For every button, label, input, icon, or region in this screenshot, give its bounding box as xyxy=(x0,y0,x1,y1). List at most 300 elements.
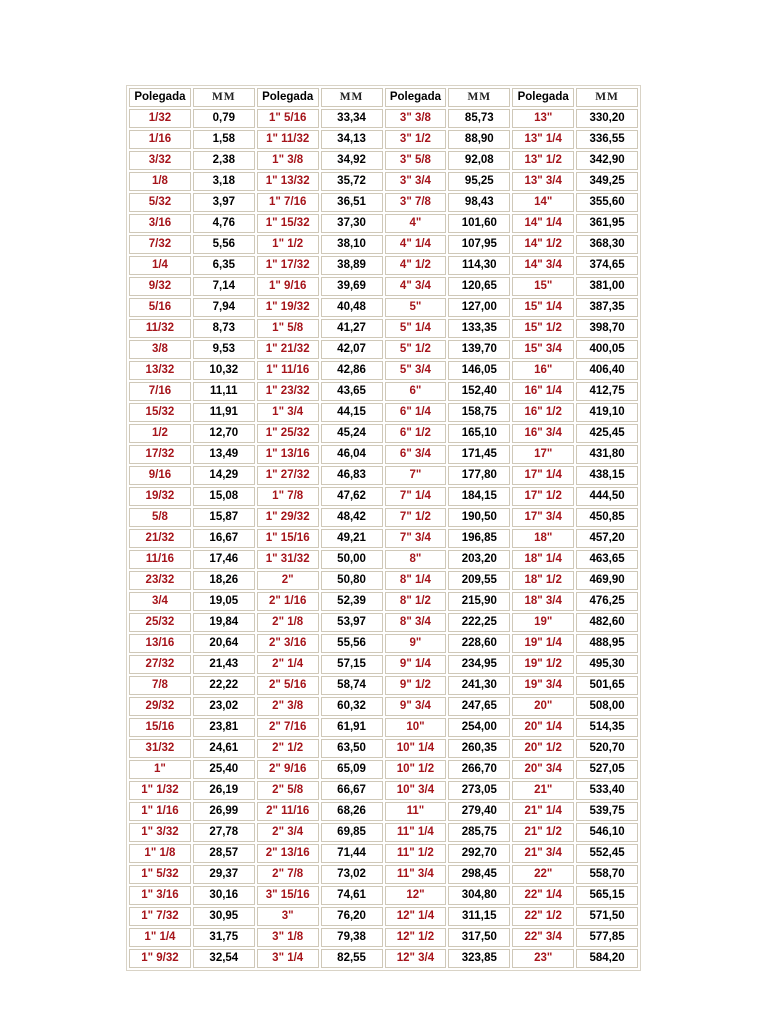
inch-cell: 3" 1/2 xyxy=(385,130,447,149)
inch-cell: 11" 1/4 xyxy=(385,823,447,842)
mm-cell: 30,16 xyxy=(193,886,255,905)
mm-cell: 349,25 xyxy=(576,172,638,191)
inch-cell: 6" xyxy=(385,382,447,401)
inch-cell: 5" 1/4 xyxy=(385,319,447,338)
inch-cell: 7/8 xyxy=(129,676,191,695)
inch-cell: 21" xyxy=(512,781,574,800)
mm-cell: 158,75 xyxy=(448,403,510,422)
mm-cell: 165,10 xyxy=(448,424,510,443)
inch-cell: 3/4 xyxy=(129,592,191,611)
inch-cell: 1" 11/32 xyxy=(257,130,319,149)
inch-cell: 17" 1/2 xyxy=(512,487,574,506)
mm-cell: 520,70 xyxy=(576,739,638,758)
mm-cell: 247,65 xyxy=(448,697,510,716)
inch-cell: 1" 11/16 xyxy=(257,361,319,380)
mm-cell: 495,30 xyxy=(576,655,638,674)
mm-cell: 501,65 xyxy=(576,676,638,695)
mm-cell: 11,91 xyxy=(193,403,255,422)
mm-cell: 65,09 xyxy=(321,760,383,779)
inch-cell: 7" 1/4 xyxy=(385,487,447,506)
inch-cell: 18" 3/4 xyxy=(512,592,574,611)
mm-cell: 57,15 xyxy=(321,655,383,674)
mm-cell: 273,05 xyxy=(448,781,510,800)
inch-cell: 1/8 xyxy=(129,172,191,191)
inch-cell: 1" 25/32 xyxy=(257,424,319,443)
inch-cell: 14" 3/4 xyxy=(512,256,574,275)
inch-cell: 17/32 xyxy=(129,445,191,464)
mm-cell: 52,39 xyxy=(321,592,383,611)
mm-cell: 32,54 xyxy=(193,949,255,968)
mm-cell: 431,80 xyxy=(576,445,638,464)
mm-cell: 39,69 xyxy=(321,277,383,296)
inch-cell: 16" 3/4 xyxy=(512,424,574,443)
table-row xyxy=(129,928,638,947)
inch-cell: 11" 1/2 xyxy=(385,844,447,863)
inch-cell: 6" 1/2 xyxy=(385,424,447,443)
inch-cell: 5" 1/2 xyxy=(385,340,447,359)
table-row xyxy=(129,676,638,695)
inch-cell: 19" 1/2 xyxy=(512,655,574,674)
table-header-row xyxy=(129,88,638,107)
header-mm: MM xyxy=(193,88,255,107)
inch-cell: 1" 29/32 xyxy=(257,508,319,527)
mm-cell: 45,24 xyxy=(321,424,383,443)
mm-cell: 46,04 xyxy=(321,445,383,464)
table-row xyxy=(129,214,638,233)
table-row xyxy=(129,907,638,926)
mm-cell: 68,26 xyxy=(321,802,383,821)
inch-cell: 9" xyxy=(385,634,447,653)
mm-cell: 30,95 xyxy=(193,907,255,926)
mm-cell: 6,35 xyxy=(193,256,255,275)
table-row xyxy=(129,529,638,548)
mm-cell: 398,70 xyxy=(576,319,638,338)
inch-cell: 18" 1/2 xyxy=(512,571,574,590)
inch-cell: 1" xyxy=(129,760,191,779)
mm-cell: 19,84 xyxy=(193,613,255,632)
inch-cell: 19" 3/4 xyxy=(512,676,574,695)
mm-cell: 330,20 xyxy=(576,109,638,128)
inch-cell: 1" 3/16 xyxy=(129,886,191,905)
inch-cell: 13" 1/4 xyxy=(512,130,574,149)
table-row xyxy=(129,823,638,842)
mm-cell: 38,89 xyxy=(321,256,383,275)
mm-cell: 71,44 xyxy=(321,844,383,863)
mm-cell: 577,85 xyxy=(576,928,638,947)
mm-cell: 444,50 xyxy=(576,487,638,506)
mm-cell: 361,95 xyxy=(576,214,638,233)
inch-cell: 17" 1/4 xyxy=(512,466,574,485)
inch-cell: 21" 1/4 xyxy=(512,802,574,821)
inch-cell: 1" 3/8 xyxy=(257,151,319,170)
inch-cell: 8" 1/2 xyxy=(385,592,447,611)
mm-cell: 228,60 xyxy=(448,634,510,653)
inch-cell: 2" 5/8 xyxy=(257,781,319,800)
inch-cell: 2" 1/16 xyxy=(257,592,319,611)
mm-cell: 120,65 xyxy=(448,277,510,296)
mm-cell: 33,34 xyxy=(321,109,383,128)
mm-cell: 488,95 xyxy=(576,634,638,653)
mm-cell: 400,05 xyxy=(576,340,638,359)
mm-cell: 43,65 xyxy=(321,382,383,401)
inch-cell: 15" 1/4 xyxy=(512,298,574,317)
inch-cell: 14" xyxy=(512,193,574,212)
table-row xyxy=(129,697,638,716)
mm-cell: 7,14 xyxy=(193,277,255,296)
inch-cell: 6" 3/4 xyxy=(385,445,447,464)
mm-cell: 127,00 xyxy=(448,298,510,317)
inch-cell: 1" 5/16 xyxy=(257,109,319,128)
inch-cell: 15/32 xyxy=(129,403,191,422)
inch-cell: 1" 17/32 xyxy=(257,256,319,275)
mm-cell: 133,35 xyxy=(448,319,510,338)
mm-cell: 15,87 xyxy=(193,508,255,527)
mm-cell: 46,83 xyxy=(321,466,383,485)
mm-cell: 234,95 xyxy=(448,655,510,674)
mm-cell: 546,10 xyxy=(576,823,638,842)
inch-cell: 3" 3/4 xyxy=(385,172,447,191)
inch-cell: 19/32 xyxy=(129,487,191,506)
inch-cell: 10" 1/2 xyxy=(385,760,447,779)
mm-cell: 11,11 xyxy=(193,382,255,401)
inch-cell: 1" 1/4 xyxy=(129,928,191,947)
mm-cell: 209,55 xyxy=(448,571,510,590)
inch-cell: 9" 1/4 xyxy=(385,655,447,674)
mm-cell: 48,42 xyxy=(321,508,383,527)
mm-cell: 1,58 xyxy=(193,130,255,149)
inch-cell: 17" 3/4 xyxy=(512,508,574,527)
inch-cell: 15" 1/2 xyxy=(512,319,574,338)
mm-cell: 92,08 xyxy=(448,151,510,170)
inch-cell: 3/16 xyxy=(129,214,191,233)
inch-cell: 7" 1/2 xyxy=(385,508,447,527)
inch-cell: 3" xyxy=(257,907,319,926)
mm-cell: 152,40 xyxy=(448,382,510,401)
mm-cell: 40,48 xyxy=(321,298,383,317)
inch-cell: 7/16 xyxy=(129,382,191,401)
inch-cell: 10" 3/4 xyxy=(385,781,447,800)
inch-cell: 5/16 xyxy=(129,298,191,317)
mm-cell: 61,91 xyxy=(321,718,383,737)
inch-cell: 1" 15/16 xyxy=(257,529,319,548)
inch-cell: 1" 13/16 xyxy=(257,445,319,464)
inch-cell: 3" 1/4 xyxy=(257,949,319,968)
mm-cell: 304,80 xyxy=(448,886,510,905)
mm-cell: 98,43 xyxy=(448,193,510,212)
mm-cell: 53,97 xyxy=(321,613,383,632)
inch-cell: 2" 3/8 xyxy=(257,697,319,716)
mm-cell: 457,20 xyxy=(576,529,638,548)
table-row xyxy=(129,865,638,884)
inch-cell: 9" 1/2 xyxy=(385,676,447,695)
inch-cell: 10" xyxy=(385,718,447,737)
inch-cell: 7" 3/4 xyxy=(385,529,447,548)
inch-cell: 6" 1/4 xyxy=(385,403,447,422)
mm-cell: 381,00 xyxy=(576,277,638,296)
mm-cell: 533,40 xyxy=(576,781,638,800)
inch-cell: 11/16 xyxy=(129,550,191,569)
mm-cell: 79,38 xyxy=(321,928,383,947)
mm-cell: 584,20 xyxy=(576,949,638,968)
inch-cell: 12" 1/2 xyxy=(385,928,447,947)
mm-cell: 28,57 xyxy=(193,844,255,863)
table-row xyxy=(129,319,638,338)
mm-cell: 15,08 xyxy=(193,487,255,506)
mm-cell: 29,37 xyxy=(193,865,255,884)
inch-cell: 3" 1/8 xyxy=(257,928,319,947)
inch-cell: 2" xyxy=(257,571,319,590)
mm-cell: 20,64 xyxy=(193,634,255,653)
inch-cell: 4" 1/2 xyxy=(385,256,447,275)
inch-cell: 1/16 xyxy=(129,130,191,149)
table-row xyxy=(129,298,638,317)
mm-cell: 222,25 xyxy=(448,613,510,632)
mm-cell: 184,15 xyxy=(448,487,510,506)
table-row xyxy=(129,151,638,170)
mm-cell: 8,73 xyxy=(193,319,255,338)
inch-cell: 1" 3/32 xyxy=(129,823,191,842)
header-polegada: Polegada xyxy=(257,88,319,107)
mm-cell: 12,70 xyxy=(193,424,255,443)
inch-cell: 1" 19/32 xyxy=(257,298,319,317)
inch-cell: 11" 3/4 xyxy=(385,865,447,884)
mm-cell: 14,29 xyxy=(193,466,255,485)
mm-cell: 17,46 xyxy=(193,550,255,569)
inch-cell: 18" xyxy=(512,529,574,548)
mm-cell: 266,70 xyxy=(448,760,510,779)
inch-cell: 22" 1/2 xyxy=(512,907,574,926)
inch-cell: 22" xyxy=(512,865,574,884)
mm-cell: 508,00 xyxy=(576,697,638,716)
inch-cell: 2" 3/4 xyxy=(257,823,319,842)
mm-cell: 22,22 xyxy=(193,676,255,695)
table-row xyxy=(129,424,638,443)
mm-cell: 44,15 xyxy=(321,403,383,422)
inch-cell: 16" 1/2 xyxy=(512,403,574,422)
mm-cell: 336,55 xyxy=(576,130,638,149)
mm-cell: 476,25 xyxy=(576,592,638,611)
mm-cell: 50,80 xyxy=(321,571,383,590)
mm-cell: 298,45 xyxy=(448,865,510,884)
table-row xyxy=(129,277,638,296)
inch-cell: 9/16 xyxy=(129,466,191,485)
inch-cell: 1" 1/8 xyxy=(129,844,191,863)
inch-cell: 14" 1/4 xyxy=(512,214,574,233)
table-row xyxy=(129,592,638,611)
inch-to-mm-table xyxy=(126,85,641,971)
mm-cell: 50,00 xyxy=(321,550,383,569)
mm-cell: 41,27 xyxy=(321,319,383,338)
mm-cell: 9,53 xyxy=(193,340,255,359)
mm-cell: 539,75 xyxy=(576,802,638,821)
table-row xyxy=(129,382,638,401)
mm-cell: 146,05 xyxy=(448,361,510,380)
inch-cell: 14" 1/2 xyxy=(512,235,574,254)
mm-cell: 23,02 xyxy=(193,697,255,716)
table-body xyxy=(129,109,638,968)
inch-cell: 4" 1/4 xyxy=(385,235,447,254)
table-row xyxy=(129,109,638,128)
mm-cell: 342,90 xyxy=(576,151,638,170)
mm-cell: 438,15 xyxy=(576,466,638,485)
table-row xyxy=(129,781,638,800)
table-row xyxy=(129,634,638,653)
inch-cell: 31/32 xyxy=(129,739,191,758)
inch-cell: 2" 5/16 xyxy=(257,676,319,695)
mm-cell: 196,85 xyxy=(448,529,510,548)
inch-cell: 1" 1/2 xyxy=(257,235,319,254)
mm-cell: 571,50 xyxy=(576,907,638,926)
inch-cell: 5/8 xyxy=(129,508,191,527)
inch-cell: 1/32 xyxy=(129,109,191,128)
mm-cell: 177,80 xyxy=(448,466,510,485)
header-mm: MM xyxy=(576,88,638,107)
mm-cell: 76,20 xyxy=(321,907,383,926)
mm-cell: 514,35 xyxy=(576,718,638,737)
mm-cell: 36,51 xyxy=(321,193,383,212)
inch-cell: 8" xyxy=(385,550,447,569)
mm-cell: 26,19 xyxy=(193,781,255,800)
inch-cell: 1/2 xyxy=(129,424,191,443)
inch-cell: 2" 7/16 xyxy=(257,718,319,737)
mm-cell: 241,30 xyxy=(448,676,510,695)
mm-cell: 425,45 xyxy=(576,424,638,443)
table-row xyxy=(129,340,638,359)
inch-cell: 23" xyxy=(512,949,574,968)
mm-cell: 3,18 xyxy=(193,172,255,191)
inch-cell: 17" xyxy=(512,445,574,464)
header-polegada: Polegada xyxy=(129,88,191,107)
mm-cell: 23,81 xyxy=(193,718,255,737)
table-row xyxy=(129,172,638,191)
mm-cell: 552,45 xyxy=(576,844,638,863)
mm-cell: 82,55 xyxy=(321,949,383,968)
inch-cell: 13/32 xyxy=(129,361,191,380)
inch-cell: 4" 3/4 xyxy=(385,277,447,296)
inch-cell: 2" 1/4 xyxy=(257,655,319,674)
table-row xyxy=(129,508,638,527)
inch-cell: 25/32 xyxy=(129,613,191,632)
inch-cell: 12" 1/4 xyxy=(385,907,447,926)
table-row xyxy=(129,403,638,422)
mm-cell: 279,40 xyxy=(448,802,510,821)
mm-cell: 24,61 xyxy=(193,739,255,758)
inch-cell: 27/32 xyxy=(129,655,191,674)
header-polegada: Polegada xyxy=(385,88,447,107)
inch-cell: 1" 7/8 xyxy=(257,487,319,506)
mm-cell: 38,10 xyxy=(321,235,383,254)
inch-cell: 16" 1/4 xyxy=(512,382,574,401)
inch-cell: 29/32 xyxy=(129,697,191,716)
mm-cell: 74,61 xyxy=(321,886,383,905)
inch-cell: 3" 15/16 xyxy=(257,886,319,905)
inch-cell: 2" 11/16 xyxy=(257,802,319,821)
mm-cell: 565,15 xyxy=(576,886,638,905)
mm-cell: 139,70 xyxy=(448,340,510,359)
inch-cell: 5/32 xyxy=(129,193,191,212)
table-row xyxy=(129,235,638,254)
mm-cell: 88,90 xyxy=(448,130,510,149)
mm-cell: 3,97 xyxy=(193,193,255,212)
inch-cell: 8" 1/4 xyxy=(385,571,447,590)
mm-cell: 55,56 xyxy=(321,634,383,653)
inch-cell: 1/4 xyxy=(129,256,191,275)
table-row xyxy=(129,949,638,968)
inch-cell: 21" 3/4 xyxy=(512,844,574,863)
mm-cell: 85,73 xyxy=(448,109,510,128)
table-row xyxy=(129,802,638,821)
mm-cell: 558,70 xyxy=(576,865,638,884)
inch-cell: 18" 1/4 xyxy=(512,550,574,569)
mm-cell: 95,25 xyxy=(448,172,510,191)
inch-cell: 1" 31/32 xyxy=(257,550,319,569)
mm-cell: 374,65 xyxy=(576,256,638,275)
mm-cell: 387,35 xyxy=(576,298,638,317)
inch-cell: 3" 3/8 xyxy=(385,109,447,128)
inch-cell: 1" 27/32 xyxy=(257,466,319,485)
inch-cell: 9" 3/4 xyxy=(385,697,447,716)
inch-cell: 15/16 xyxy=(129,718,191,737)
table-row xyxy=(129,193,638,212)
inch-cell: 3" 5/8 xyxy=(385,151,447,170)
mm-cell: 35,72 xyxy=(321,172,383,191)
inch-cell: 20" 1/2 xyxy=(512,739,574,758)
mm-cell: 63,50 xyxy=(321,739,383,758)
inch-cell: 9/32 xyxy=(129,277,191,296)
inch-cell: 2" 1/2 xyxy=(257,739,319,758)
table-row xyxy=(129,361,638,380)
inch-cell: 11/32 xyxy=(129,319,191,338)
inch-cell: 13/16 xyxy=(129,634,191,653)
mm-cell: 463,65 xyxy=(576,550,638,569)
inch-cell: 7" xyxy=(385,466,447,485)
mm-cell: 406,40 xyxy=(576,361,638,380)
inch-cell: 4" xyxy=(385,214,447,233)
inch-cell: 22" 3/4 xyxy=(512,928,574,947)
inch-cell: 22" 1/4 xyxy=(512,886,574,905)
table-row xyxy=(129,886,638,905)
mm-cell: 215,90 xyxy=(448,592,510,611)
table-row xyxy=(129,655,638,674)
mm-cell: 527,05 xyxy=(576,760,638,779)
inch-cell: 11" xyxy=(385,802,447,821)
mm-cell: 260,35 xyxy=(448,739,510,758)
mm-cell: 4,76 xyxy=(193,214,255,233)
mm-cell: 311,15 xyxy=(448,907,510,926)
mm-cell: 42,86 xyxy=(321,361,383,380)
inch-cell: 1" 7/32 xyxy=(129,907,191,926)
inch-cell: 2" 7/8 xyxy=(257,865,319,884)
mm-cell: 254,00 xyxy=(448,718,510,737)
inch-cell: 1" 9/16 xyxy=(257,277,319,296)
mm-cell: 69,85 xyxy=(321,823,383,842)
conversion-table-wrapper xyxy=(126,85,641,971)
table-row xyxy=(129,256,638,275)
inch-cell: 15" 3/4 xyxy=(512,340,574,359)
table-row xyxy=(129,844,638,863)
mm-cell: 58,74 xyxy=(321,676,383,695)
table-row xyxy=(129,613,638,632)
inch-cell: 8" 3/4 xyxy=(385,613,447,632)
mm-cell: 73,02 xyxy=(321,865,383,884)
inch-cell: 2" 3/16 xyxy=(257,634,319,653)
inch-cell: 23/32 xyxy=(129,571,191,590)
inch-cell: 19" 1/4 xyxy=(512,634,574,653)
inch-cell: 15" xyxy=(512,277,574,296)
inch-cell: 5" 3/4 xyxy=(385,361,447,380)
inch-cell: 13" xyxy=(512,109,574,128)
table-row xyxy=(129,718,638,737)
